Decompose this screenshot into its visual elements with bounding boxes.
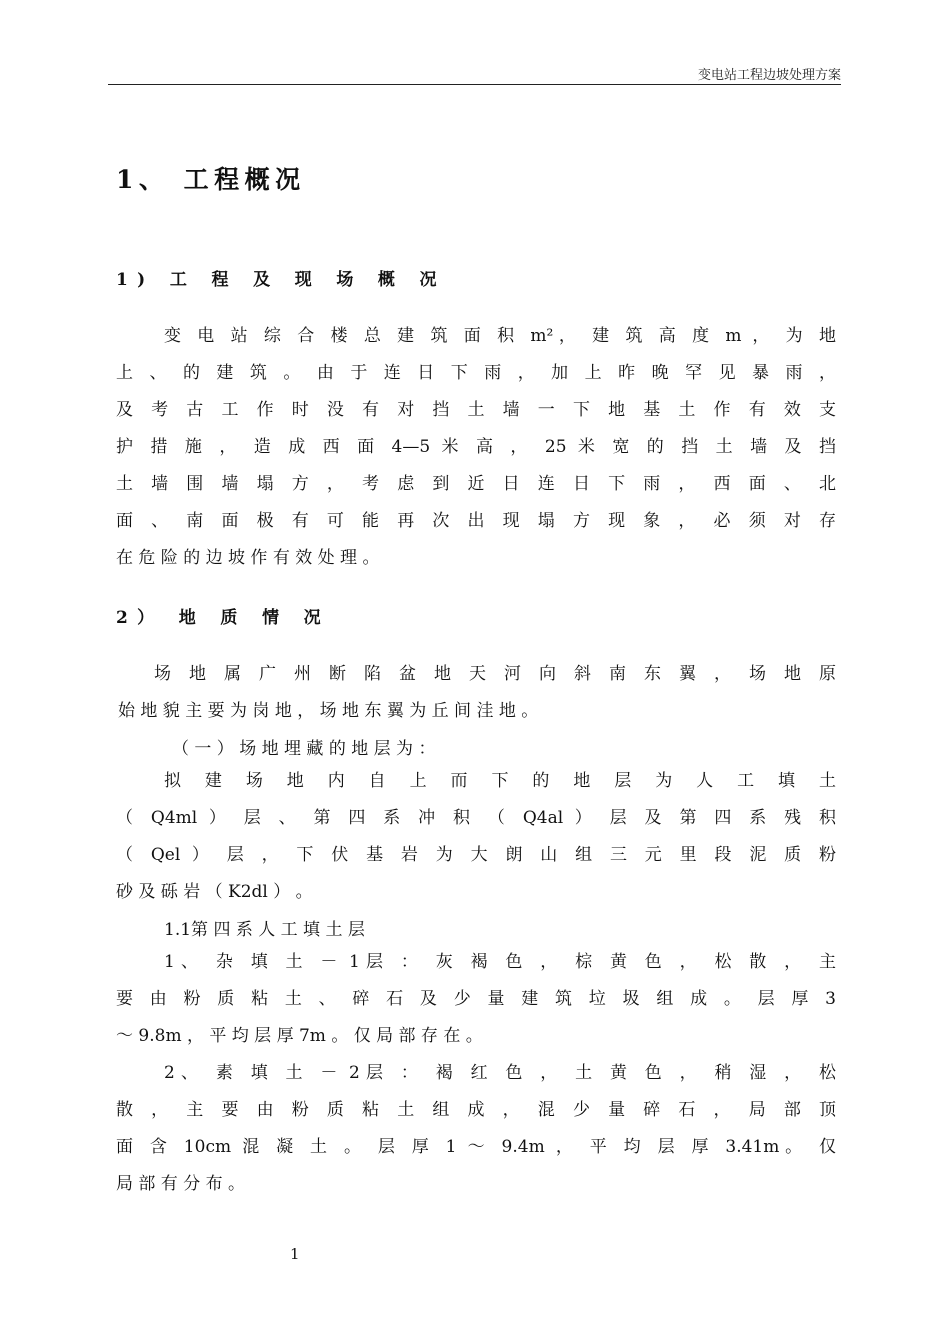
- text-line: （ Q4ml ） 层 、 第 四 系 冲 积 （ Q4al ） 层 及 第 四 系 残 积: [116, 808, 836, 828]
- plain-fill-paragraph: [116, 1055, 836, 1203]
- text-line: （ 一 ） 场 地 埋 藏 的 地 层 为 ：: [172, 739, 436, 759]
- text-line: 拟 建 场 地 内 自 上 而 下 的 地 层 为 人 工 填 土: [164, 771, 836, 791]
- text-line: 在 危 险 的 边 坡 作 有 效 处 理 。: [116, 548, 380, 568]
- text-line: 面 含 10cm 混 凝 土 。 层 厚 1 ～ 9.4m ， 平 均 层 厚 3.41m。 仅: [116, 1137, 836, 1157]
- text-line: ～ 9.8m ， 平 均 层 厚 7m 。 仅 局 部 存 在 。: [116, 1026, 483, 1046]
- text-line: 面 、 南 面 极 有 可 能 再 次 出 现 塌 方 现 象 ， 必 须 对 存: [116, 511, 836, 531]
- text-line: 护 措 施 ， 造 成 西 面 4—5 米 高 ， 25 米 宽 的 挡 土 墙 及 挡: [116, 437, 836, 457]
- chapter-heading: 1、 工程概况: [116, 165, 306, 194]
- text-line: 散 ， 主 要 由 粉 质 粘 土 组 成 ， 混 少 量 碎 石 ， 局 部 顶: [116, 1100, 836, 1120]
- text-line: 上 、 的 建 筑 。 由 于 连 日 下 雨 ， 加 上 昨 晚 罕 见 暴 雨 ，: [116, 363, 836, 383]
- text-line: 2、 素 填 土 － 2层 ： 褐 红 色 ， 土 黄 色 ， 稍 湿 ， 松: [164, 1063, 836, 1083]
- text-line: 1、 杂 填 土 － 1层 ： 灰 褐 色 ， 棕 黄 色 ， 松 散 ， 主: [164, 952, 836, 972]
- section-heading-overview: 1) 工 程 及 现 场 概 况: [116, 270, 446, 290]
- text-line: 始 地 貌 主 要 为 岗 地 ， 场 地 东 翼 为 丘 间 洼 地 。: [118, 701, 539, 721]
- geology-paragraph: [116, 656, 836, 730]
- text-line: 局 部 有 分 布 。: [116, 1174, 246, 1194]
- page-number: 1: [290, 1245, 300, 1263]
- miscellaneous-fill-paragraph: [116, 944, 836, 1055]
- section-heading-geology: 2） 地 质 情 况: [116, 608, 331, 628]
- overview-paragraph: [116, 318, 836, 577]
- text-line: 1.1第 四 系 人 工 填 土 层: [164, 920, 365, 940]
- text-line: 土 墙 围 墙 塌 方 ， 考 虑 到 近 日 连 日 下 雨 ， 西 面 、 北: [116, 474, 836, 494]
- text-line: 变 电 站 综 合 楼 总 建 筑 面 积 m²， 建 筑 高 度 m ， 为 地: [164, 326, 836, 346]
- text-line: 及 考 古 工 作 时 没 有 对 挡 土 墙 一 下 地 基 土 作 有 效 支: [116, 400, 836, 420]
- text-line: （ Qel ） 层 ， 下 伏 基 岩 为 大 朗 山 组 三 元 里 段 泥 质 粉: [116, 845, 836, 865]
- text-line: 场 地 属 广 州 断 陷 盆 地 天 河 向 斜 南 东 翼 ， 场 地 原: [154, 664, 836, 684]
- running-title: 变电站工程边坡处理方案: [697, 68, 841, 83]
- strata-paragraph: [116, 763, 836, 911]
- text-line: 要 由 粉 质 粘 土 、 碎 石 及 少 量 建 筑 垃 圾 组 成 。 层 厚 3: [116, 989, 836, 1009]
- text-line: 砂 及 砾 岩 （ K2dl ） 。: [116, 882, 313, 902]
- page-header: [108, 64, 841, 85]
